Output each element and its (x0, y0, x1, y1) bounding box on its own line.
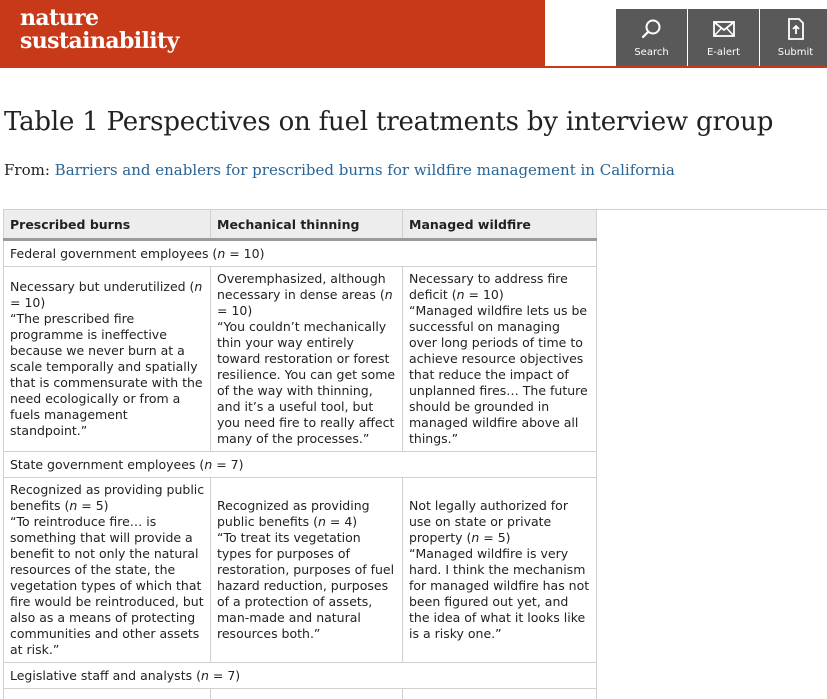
envelope-icon (712, 17, 736, 41)
table-cell (211, 689, 403, 699)
cell-summary-text: Not legally authorized for use on state or private property ( (409, 497, 568, 545)
group-label-n: n (204, 457, 213, 472)
journal-name (20, 7, 179, 53)
table-cell (403, 689, 597, 699)
table-cell (211, 478, 403, 663)
cell-summary-count: = 10) (10, 294, 46, 310)
source-article (4, 160, 675, 180)
cell-quote: “Managed wildfire lets us be successful on managing over long periods of time to achieve resource objectives that reduce the impact of unplanned fires… The future should be grounded in managed wildfire above all things.” (409, 302, 588, 446)
table-cell (4, 689, 211, 699)
group-label-text: Federal government employees ( (10, 246, 218, 261)
cell-quote: “You couldn’t mechanically thin your way entirely toward restoration or forest resilience. You can get some of the way with thinning, and it’s a useful tool, but you need fire to really affect many of the processes.” (217, 318, 396, 446)
cell-quote: “The prescribed fire programme is ineffective because we never burn at a scale temporally and spatially that is commensurate with the need ecologically or from a fuels management standpoint.” (10, 310, 203, 438)
from-label: From: (4, 161, 50, 179)
cell-summary-n: n (194, 278, 203, 294)
column-header: Managed wildfire (403, 210, 597, 240)
group-label (4, 240, 597, 267)
cell-summary (409, 271, 591, 303)
table-cell (211, 267, 403, 452)
table-row (4, 478, 597, 663)
group-label-text: Legislative staff and analysts ( (10, 668, 201, 683)
journal-name-line1: nature (20, 5, 99, 31)
group-label-count: = 7) (212, 457, 244, 472)
cell-summary-n: n (471, 529, 480, 545)
cell-summary (217, 271, 397, 319)
group-label-count: = 10) (225, 246, 265, 261)
article-link[interactable]: Barriers and enablers for prescribed burns for wildfire management in California (54, 161, 675, 179)
header-rule (545, 66, 827, 68)
table-cell (403, 267, 597, 452)
search-button-label: Search (634, 47, 669, 58)
submit-button[interactable] (760, 9, 827, 66)
table-cell (4, 267, 211, 452)
perspectives-table-container (3, 209, 827, 699)
cell-summary-n: n (69, 497, 78, 513)
cell-summary (409, 498, 591, 546)
ealert-button[interactable] (688, 9, 759, 66)
cell-summary-count: = 4) (325, 513, 358, 529)
table-cell (403, 478, 597, 663)
journal-logo[interactable] (0, 0, 545, 68)
upload-document-icon (784, 17, 808, 41)
table-header-row (4, 210, 597, 240)
table-cell (4, 478, 211, 663)
group-label-n: n (200, 668, 209, 683)
cell-summary-n: n (456, 286, 465, 302)
column-header: Mechanical thinning (211, 210, 403, 240)
search-button[interactable] (616, 9, 687, 66)
cell-summary-n: n (317, 513, 326, 529)
group-label-n: n (217, 246, 226, 261)
page-title: Table 1 Perspectives on fuel treatments by interview group (4, 107, 774, 137)
group-label-text: State government employees ( (10, 457, 205, 472)
cell-summary-count: = 10) (464, 286, 504, 302)
cell-quote: “To treat its vegetation types for purposes of restoration, purposes of fuel hazard reduction, purposes of a protection of assets, man-made and natural resources both.” (217, 529, 395, 641)
table-row (4, 267, 597, 452)
cell-summary-text: Recognized as providing public benefits ( (10, 481, 205, 513)
group-row (4, 663, 597, 689)
search-icon (640, 17, 664, 41)
ealert-button-label: E-alert (706, 47, 741, 58)
table-row (4, 689, 597, 699)
group-row (4, 240, 597, 267)
cell-summary (10, 482, 205, 514)
cell-summary-text: Necessary to address fire deficit ( (409, 270, 568, 302)
cell-summary-count: = 10) (217, 302, 253, 318)
submit-button-label: Submit (777, 47, 814, 58)
group-label (4, 663, 597, 689)
group-label (4, 452, 597, 478)
cell-summary-count: = 5) (77, 497, 109, 513)
cell-summary-text: Necessary but underutilized ( (10, 278, 195, 294)
site-header (0, 0, 827, 68)
cell-summary-n: n (384, 286, 393, 302)
cell-summary-text: Overemphasized, although necessary in dense areas ( (217, 270, 386, 302)
cell-summary-text: Recognized as providing public benefits ( (217, 497, 370, 529)
column-header: Prescribed burns (4, 210, 211, 240)
cell-summary-count: = 5) (479, 529, 511, 545)
perspectives-table (3, 209, 597, 699)
cell-summary (217, 498, 397, 530)
cell-quote: “To reintroduce fire… is something that will provide a benefit to not only the natural resources of the state, the vegetation types of which that fire would be reintroduced, but also as a means of protecting communities and other assets at risk.” (10, 513, 204, 657)
cell-quote: “Managed wildfire is very hard. I think the mechanism for managed wildfire has not been figured out yet, and the idea of what it looks like is a risky one.” (409, 545, 590, 641)
cell-summary (10, 279, 205, 311)
group-row (4, 452, 597, 478)
journal-name-line2: sustainability (20, 28, 179, 54)
group-label-count: = 7) (208, 668, 241, 683)
